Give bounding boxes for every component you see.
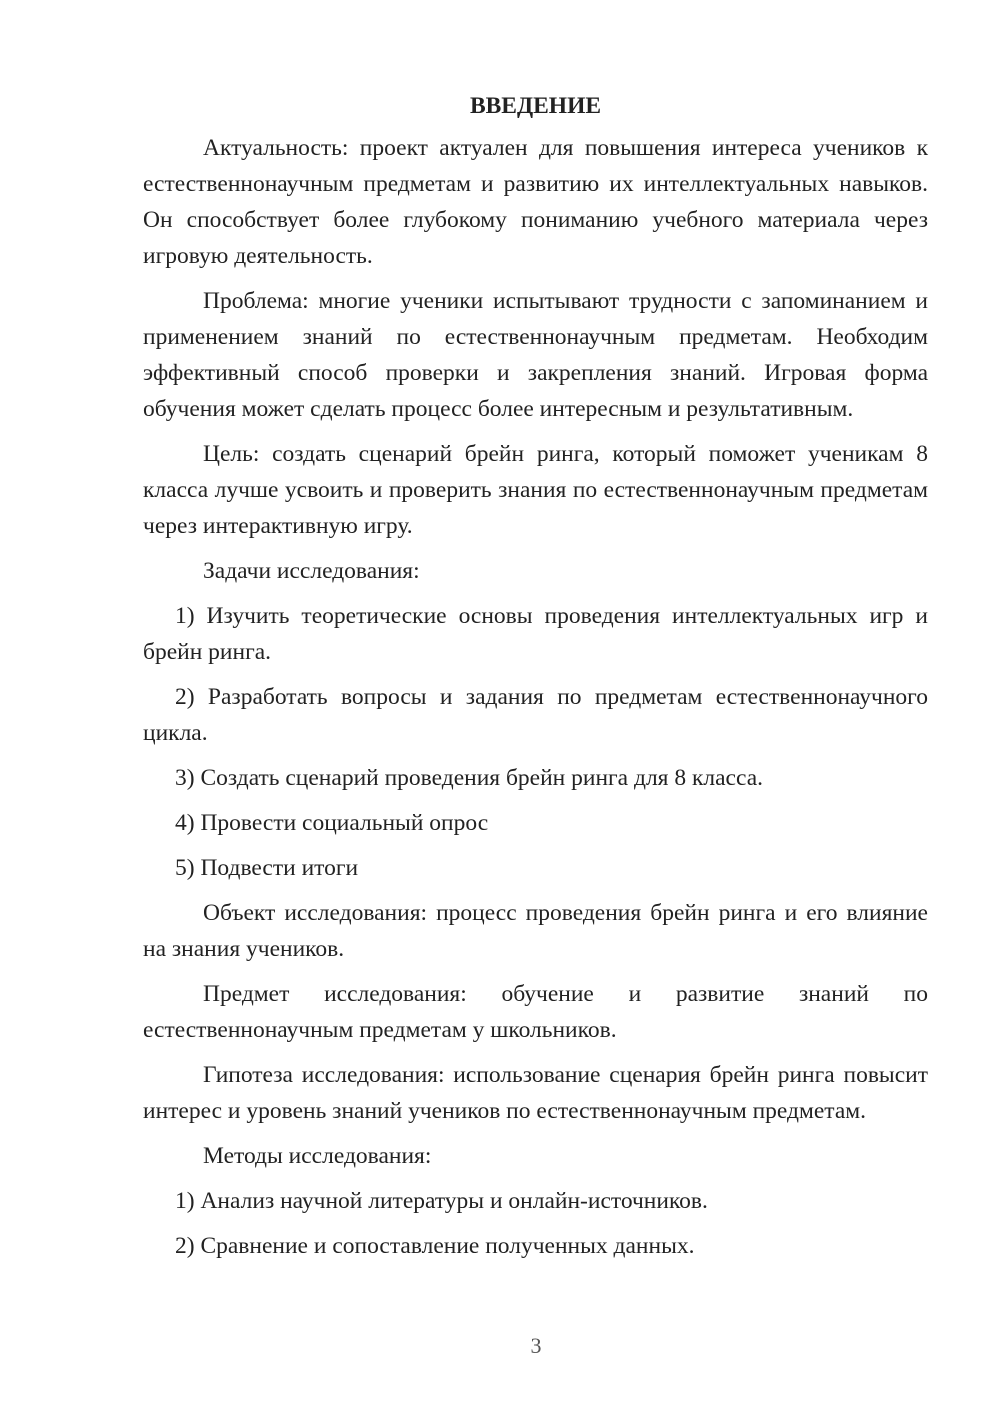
task-item: 3) Создать сценарий проведения брейн ринга для 8 класса. xyxy=(175,765,764,791)
document-page xyxy=(143,88,928,1273)
section-title: ВВЕДЕНИЕ xyxy=(469,93,602,119)
task-item: 1) Изучить теоретические основы проведения интеллектуальных игр и брейн ринга. xyxy=(143,603,928,665)
hypothesis-paragraph: Гипотеза исследования: использование сценария брейн ринга повысит интерес и уровень знаний учеников по естественнонаучным предметам. xyxy=(143,1062,928,1124)
relevance-paragraph: Актуальность: проект актуален для повышения интереса учеников к естественнонаучным предметам и развитию их интеллектуальных навыков. Он способствует более глубокому пониманию учебного материала через игровую деятельность. xyxy=(143,135,928,269)
method-item: 1) Анализ научной литературы и онлайн-источников. xyxy=(175,1188,708,1214)
subject-paragraph: Предмет исследования: обучение и развитие знаний по естественнонаучным предметам у школьников. xyxy=(143,981,928,1043)
method-item: 2) Сравнение и сопоставление полученных данных. xyxy=(175,1233,695,1259)
page-number: 3 xyxy=(530,1333,542,1358)
methods-heading: Методы исследования: xyxy=(203,1143,432,1169)
goal-paragraph: Цель: создать сценарий брейн ринга, который поможет ученикам 8 класса лучше усвоить и проверить знания по естественнонаучным предметам через интерактивную игру. xyxy=(143,441,928,539)
object-paragraph: Объект исследования: процесс проведения брейн ринга и его влияние на знания учеников. xyxy=(143,900,928,962)
problem-paragraph: Проблема: многие ученики испытывают трудности с запоминанием и применением знаний по естественнонаучным предметам. Необходим эффективный способ проверки и закрепления знаний. Игровая форма обучения может сделать процесс более интересным и результативным. xyxy=(143,288,928,422)
task-item: 2) Разработать вопросы и задания по предметам естественнонаучного цикла. xyxy=(143,684,928,746)
task-item: 4) Провести социальный опрос xyxy=(175,810,489,836)
tasks-heading: Задачи исследования: xyxy=(203,558,420,584)
task-item: 5) Подвести итоги xyxy=(175,855,359,881)
